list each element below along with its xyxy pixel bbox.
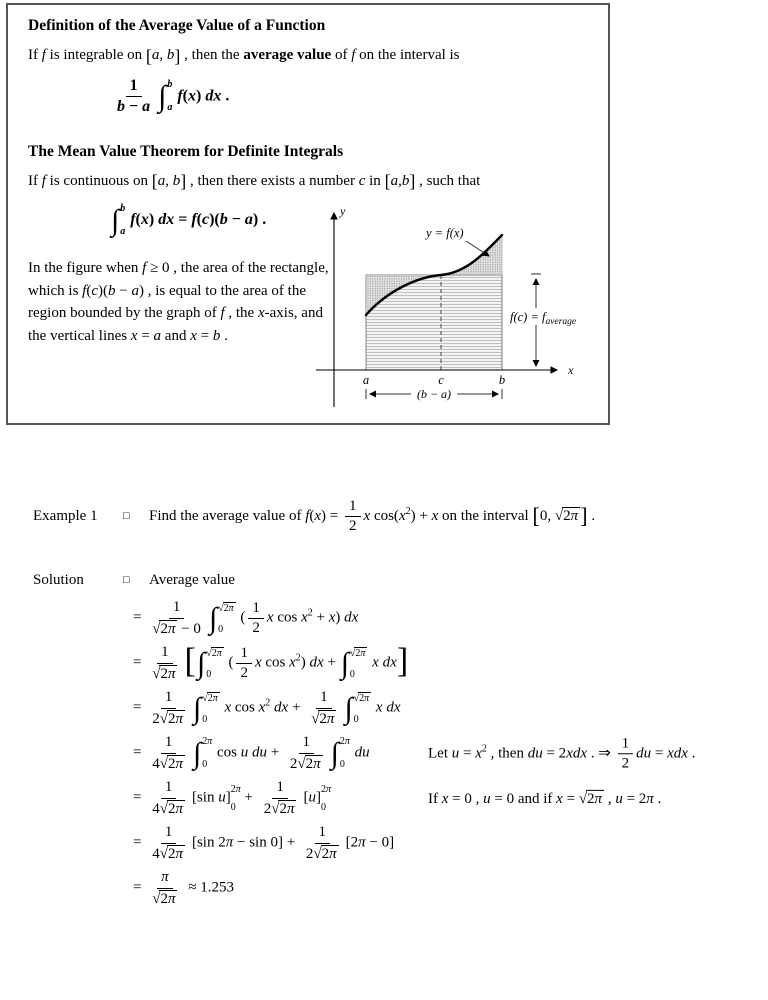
figure-description: In the figure when f ≥ 0 , the area of the rectangle, which is f(c)(b − a) , is equal to the area of the region bounded by the graph of f , the x-axis, and the vertical lines x = a and x = b .	[28, 260, 329, 344]
mvt-title: The Mean Value Theorem for Definite Integrals	[28, 142, 344, 160]
definition-text: If f is integrable on [a, b] , then the average value of f on the interval is	[28, 45, 460, 66]
solution-lead: Average value	[149, 572, 235, 588]
solution-step-6: = $\frac{1}{4√2\pi}$ [sin 2π − sin 0] + $\frac{1}{2√2\pi}$ [2π − 0]	[133, 824, 395, 862]
solution-step-2: = $\frac{1}{√2\pi}$ [ ∫ √2π 0 ( $\frac{1}{2}$ x $\cos x^2$) dx + ∫ √2π 0 x dx]	[133, 641, 409, 682]
solution-steps	[133, 596, 759, 911]
a-tick-label: a	[362, 373, 370, 387]
average-value-formula: $\frac{1}{b - a}$ ∫ b a f(x) dx .	[117, 76, 230, 116]
mean-value-figure	[314, 201, 606, 413]
solution-label: Solution	[33, 572, 84, 588]
solution-step-1: = $\frac{1}{√2\pi - 0}$ ∫ √2π 0 ( $\frac{1}{2}$ x $\cos x^2 + x$) dx	[133, 599, 359, 637]
solution-step-3: = $\frac{1}{2√2\pi}$ ∫ √2π 0 x $\cos x^2$ dx + $\frac{1}{√2\pi}$ ∫ √2π 0 x dx	[133, 689, 401, 727]
substitution-note: Let $u = x^2$ , then du = 2xdx . ⇒ $\frac{1}{2}$ du = xdx .	[428, 734, 696, 771]
definition-box	[6, 3, 610, 425]
example-prompt: Find the average value of f(x) = $\frac{1}{2}$ x $\cos(x^2) + x$ on the interval [0, √2π] .	[149, 498, 596, 535]
square-bullet-icon: □	[123, 574, 130, 586]
example-row	[33, 498, 595, 536]
average-height-label: $f(c) = f_{average}$	[510, 310, 577, 327]
curve-label: y = f(x)	[426, 226, 464, 240]
curve-label-arrow	[466, 241, 489, 256]
solution-step-4: = $\frac{1}{4√2\pi}$ ∫ 2π 0 cos u du + $\frac{1}{2√2\pi}$ ∫ 2π 0 du Let $u = x^2$ , then du = 2xdx . ⇒ $\frac{1}{2}$ du = xdx .	[133, 734, 696, 772]
right-wedge-region	[441, 235, 502, 275]
definition-title: Definition of the Average Value of a Function	[28, 17, 326, 34]
figure-left-column	[28, 202, 334, 347]
solution-step-7: = $\frac{\pi}{√2\pi}$ ≈ 1.253	[133, 869, 234, 907]
x-axis-label: x	[568, 363, 574, 377]
c-tick-label: c	[438, 373, 444, 387]
example-label: Example 1	[33, 508, 98, 525]
mvt-formula: ∫ b a f(x) dx = f(c)(b − a) .	[111, 203, 267, 238]
solution-row	[33, 572, 235, 589]
y-axis-label: y	[340, 204, 346, 218]
solution-step-5: = $\frac{1}{4√2\pi}$ [sin u] 2π 0 + $\frac{1}{2√2\pi}$ [u] 2π 0 If x = 0 , u = 0 and if x = √2π , u = 2π .	[133, 779, 662, 817]
b-tick-label: b	[498, 373, 506, 387]
bounds-note: If x = 0 , u = 0 and if x = √2π , u = 2π .	[428, 790, 662, 807]
width-dimension-label: (b − a)	[416, 387, 452, 401]
mvt-text: If f is continuous on [a, b] , then there exists a number c in [a,b] , such that	[28, 171, 481, 192]
square-bullet-icon: □	[123, 510, 130, 523]
